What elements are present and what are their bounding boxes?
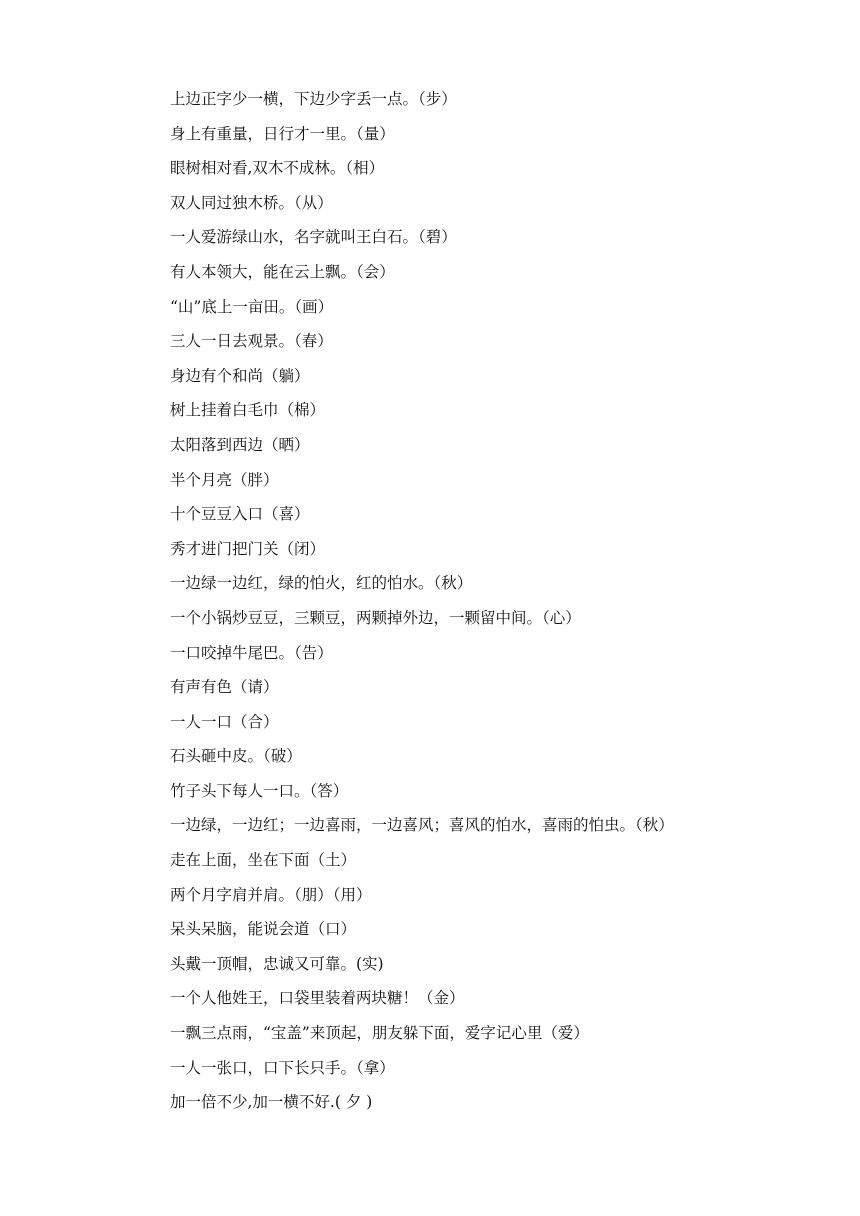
riddle-line: 身上有重量，日行才一里。（量） xyxy=(170,124,395,143)
riddle-line: 有人本领大，能在云上飘。（会） xyxy=(170,262,395,281)
riddle-line: 石头砸中皮。（破） xyxy=(170,747,302,766)
riddle-line: 双人同过独木桥。（从） xyxy=(170,193,333,212)
riddle-line: 一人一口（合） xyxy=(170,712,279,731)
riddle-line: 眼树相对看,双木不成林。（相） xyxy=(170,159,385,178)
riddle-line: 树上挂着白毛巾（棉） xyxy=(170,401,326,420)
riddle-line: 走在上面，坐在下面（土） xyxy=(170,851,357,870)
riddle-line: “山”底上一亩田。（画） xyxy=(170,297,334,316)
riddle-line: 半个月亮（胖） xyxy=(170,470,279,489)
riddle-line: 身边有个和尚（躺） xyxy=(170,366,310,385)
riddle-line: 一人爱游绿山水，名字就叫王白石。（碧） xyxy=(170,228,457,247)
riddle-line: 一个小锅炒豆豆，三颗豆，两颗掉外边，一颗留中间。（心） xyxy=(170,608,581,627)
riddle-line: 一口咬掉牛尾巴。（告） xyxy=(170,643,333,662)
riddle-list xyxy=(170,86,674,1124)
riddle-line: 十个豆豆入口（喜） xyxy=(170,505,310,524)
riddle-line: 一飘三点雨，“宝盖”来顶起，朋友躲下面，爱字记心里（爱） xyxy=(170,1024,589,1043)
riddle-line: 秀才进门把门关（闭） xyxy=(170,539,326,558)
riddle-line: 头戴一顶帽，忠诚又可靠。(实) xyxy=(170,954,384,973)
riddle-line: 两个月字肩并肩。（朋）（用） xyxy=(170,885,372,904)
riddle-line: 呆头呆脑，能说会道（口） xyxy=(170,920,357,939)
riddle-line: 一人一张口，口下长只手。（拿） xyxy=(170,1058,395,1077)
riddle-line: 三人一日去观景。（春） xyxy=(170,332,333,351)
riddle-line: 太阳落到西边（晒） xyxy=(170,435,310,454)
riddle-line: 一边绿一边红，绿的怕火，红的怕水。（秋） xyxy=(170,574,473,593)
riddle-line: 加一倍不少,加一横不好.( 夕 ) xyxy=(170,1093,373,1112)
riddle-line: 上边正字少一横，下边少字丢一点。（步） xyxy=(170,90,457,108)
riddle-line: 有声有色（请） xyxy=(170,678,279,697)
riddle-line: 竹子头下每人一口。（答） xyxy=(170,781,349,800)
riddle-line: 一边绿，一边红；一边喜雨，一边喜风；喜风的怕水，喜雨的怕虫。（秋） xyxy=(170,816,674,835)
riddle-line: 一个人他姓王，口袋里装着两块糖！（金） xyxy=(170,989,465,1008)
